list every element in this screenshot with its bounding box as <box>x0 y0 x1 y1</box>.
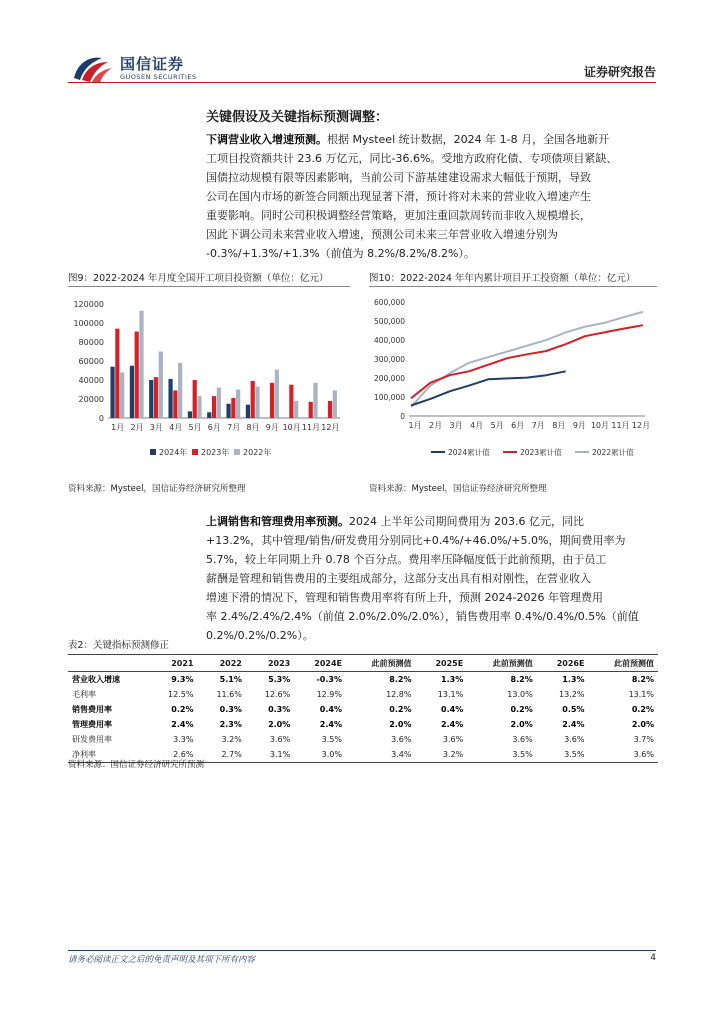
x-tick-label: 11月 <box>301 423 321 432</box>
x-tick-label: 12月 <box>321 423 340 432</box>
para2-line: 0.2%/0.2%/0.2%）。 <box>206 629 314 642</box>
page-number: 4 <box>650 953 656 963</box>
logo-en-text: GUOSEN SECURITIES <box>120 73 197 81</box>
x-tick-label: 3月 <box>449 421 463 430</box>
brand-logo <box>68 50 208 86</box>
bar <box>173 390 177 418</box>
table-cell: 9.3% <box>171 675 194 684</box>
table-cell: 3.2% <box>221 735 242 744</box>
para1-line: 国债拉动规模有限等因素影响，当前公司下游基建建设需求大幅低于预期，导致 <box>206 171 591 184</box>
table-cell: 0.4% <box>319 705 342 714</box>
para2-line: 增速下滑的情况下，管理和销售费用率将有所上升，预测 2024-2026 年管理费用 <box>206 591 603 604</box>
legend-label: 2024累计值 <box>448 448 490 457</box>
x-tick-label: 4月 <box>470 421 484 430</box>
y-tick-label: 60000 <box>78 357 104 366</box>
table-source: 资料来源：国信证券经济研究所预测 <box>68 760 205 770</box>
table-row <box>68 687 658 702</box>
para2-lead: 上调销售和管理费用率预测。 <box>206 515 349 528</box>
bar <box>193 380 197 418</box>
bar <box>333 390 337 418</box>
table-cell: 5.1% <box>219 675 242 684</box>
legend-label: 2023年 <box>201 448 230 457</box>
table-cell: 8.2% <box>389 675 412 684</box>
bar <box>115 329 119 418</box>
line-chart <box>369 292 657 468</box>
table-cell: 12.6% <box>264 690 291 699</box>
footer-disclaimer: 请务必阅读正文之后的免责声明及其项下所有内容 <box>68 955 256 965</box>
table-cell: 0.3% <box>268 705 291 714</box>
bar <box>168 379 172 418</box>
legend-swatch <box>192 449 198 455</box>
fig10-source: 资料来源：Mysteel，国信证券经济研究所整理 <box>369 484 547 494</box>
logo-mark-icon <box>68 52 116 84</box>
table-cell: 2.4% <box>171 720 194 729</box>
bar <box>197 396 201 418</box>
bar <box>231 398 235 418</box>
logo-cn-text: 国信证券 <box>120 55 185 73</box>
x-tick-label: 10月 <box>282 423 301 432</box>
x-tick-label: 4月 <box>169 423 183 432</box>
series-line <box>411 371 566 405</box>
x-tick-label: 1月 <box>111 423 125 432</box>
table-cell: 2.4% <box>562 720 585 729</box>
table-cell: 3.5% <box>564 750 585 759</box>
y-tick-label: 100,000 <box>373 393 405 402</box>
table-row <box>68 672 658 688</box>
table-cell: 13.1% <box>628 690 654 699</box>
table-header-cell: 2022 <box>219 658 242 668</box>
table-cell: 2.4% <box>319 720 342 729</box>
table-row <box>68 717 658 732</box>
y-tick-label: 300,000 <box>373 355 405 364</box>
para1-line: -0.3%/+1.3%/+1.3%（前值为 8.2%/8.2%/8.2%）。 <box>206 247 475 260</box>
para1-line: 工项目投资额共计 23.6 万亿元，同比-36.6%。受地方政府化债、专项债项目紧缺、 <box>206 152 618 165</box>
para2-line: 2024 上半年公司期间费用为 203.6 亿元，同比 <box>349 515 584 528</box>
table-cell: 0.2% <box>631 705 654 714</box>
table-cell: 1.3% <box>441 675 464 684</box>
x-tick-label: 12月 <box>631 421 651 430</box>
table-cell: 0.2% <box>171 705 194 714</box>
bar <box>110 367 114 418</box>
table-row-label: 管理费用率 <box>72 720 112 729</box>
table-cell: 13.1% <box>437 690 464 699</box>
table-cell: 3.6% <box>564 735 585 744</box>
legend-label: 2022年 <box>243 448 272 457</box>
bar <box>188 411 192 418</box>
para1-line: 根据 Mysteel 统计数据，2024 年 1-8 月，全国各地新开 <box>327 133 610 146</box>
x-tick-label: 8月 <box>552 421 566 430</box>
table-row-label: 营业收入增速 <box>72 675 120 684</box>
bar-chart <box>68 292 350 468</box>
table-cell: 12.5% <box>168 690 194 699</box>
x-tick-label: 10月 <box>590 421 610 430</box>
table-row <box>68 732 658 747</box>
bar <box>120 372 124 418</box>
y-tick-label: 0 <box>98 414 104 423</box>
table-cell: 3.7% <box>633 735 654 744</box>
table-cell: 3.5% <box>512 750 533 759</box>
table-row-label: 销售费用率 <box>72 705 112 714</box>
x-tick-label: 1月 <box>408 421 422 430</box>
table-cell: 2.0% <box>631 720 654 729</box>
y-tick-label: 20000 <box>78 395 104 404</box>
bar <box>212 396 216 418</box>
para2-line: 5.7%，较上年同期上升 0.78 个百分点。费用率压降幅度低于此前预期，由于员工 <box>206 553 607 566</box>
table-header-cell: 此前预测值 <box>492 658 533 668</box>
y-tick-label: 500,000 <box>373 317 405 326</box>
table-cell: 12.9% <box>316 690 342 699</box>
table-header-cell: 2026E <box>556 658 585 668</box>
table-cell: 8.2% <box>631 675 654 684</box>
bar <box>255 387 259 418</box>
table-cell: 2.4% <box>441 720 464 729</box>
bar <box>313 383 317 418</box>
table-header-cell: 2025E <box>435 658 464 668</box>
bar <box>246 405 250 418</box>
table-cell: 3.6% <box>512 735 533 744</box>
x-tick-label: 5月 <box>490 421 504 430</box>
series-line <box>411 325 643 398</box>
fig9-caption: 图9：2022-2024 年月度全国开工项目投资额（单位：亿元） <box>68 273 329 284</box>
x-tick-label: 6月 <box>511 421 525 430</box>
table-cell: 3.0% <box>321 750 342 759</box>
key-metrics-table <box>68 654 658 763</box>
table-cell: 2.6% <box>173 750 194 759</box>
bar <box>236 390 240 419</box>
table-cell: 3.4% <box>391 750 412 759</box>
bar <box>226 404 230 418</box>
legend-label: 2023累计值 <box>520 448 562 457</box>
table-row-label: 研发费用率 <box>72 735 112 744</box>
table-cell: 0.4% <box>441 705 464 714</box>
bar <box>159 352 163 419</box>
bar <box>294 401 298 418</box>
para1-line: 公司在国内市场的新签合同额出现显著下滑，预计将对未来的营业收入增速产生 <box>206 190 591 203</box>
header-divider <box>68 82 656 83</box>
table-cell: 2.3% <box>219 720 242 729</box>
table-header-cell: 此前预测值 <box>371 658 412 668</box>
fig9-caption-rule <box>68 286 350 287</box>
table-header-cell: 2024E <box>314 658 342 668</box>
table-cell: 0.5% <box>562 705 585 714</box>
fig9-source: 资料来源：Mysteel，国信证券经济研究所整理 <box>68 484 246 494</box>
para1-line: 因此下调公司未来营业收入增速，预测公司未来三年营业收入增速分别为 <box>206 228 558 241</box>
y-tick-label: 100000 <box>73 319 104 328</box>
bar <box>251 381 255 418</box>
bar <box>207 412 211 418</box>
x-tick-label: 5月 <box>188 423 202 432</box>
paragraph-revenue <box>206 130 658 263</box>
table-row-label: 净利率 <box>72 750 96 759</box>
report-type: 证券研究报告 <box>583 65 656 79</box>
y-tick-label: 400,000 <box>373 336 405 345</box>
table-cell: 3.2% <box>442 750 464 759</box>
x-tick-label: 2月 <box>130 423 144 432</box>
legend-label: 2022累计值 <box>592 448 634 457</box>
table-cell: 3.1% <box>269 750 291 759</box>
table-cell: 2.7% <box>221 750 242 759</box>
y-tick-label: 80000 <box>78 338 104 347</box>
x-tick-label: 9月 <box>572 421 586 430</box>
x-tick-label: 2月 <box>428 421 443 430</box>
bar <box>130 366 134 418</box>
legend-label: 2024年 <box>159 448 188 457</box>
y-tick-label: 0 <box>400 412 405 421</box>
bar <box>289 385 293 418</box>
x-tick-label: 8月 <box>246 423 260 432</box>
table-cell: 0.3% <box>219 705 242 714</box>
footer-divider <box>68 950 656 951</box>
para1-line: 重要影响。同时公司积极调整经营策略，更加注重回款周转而非收入规模增长， <box>206 209 591 222</box>
table-cell: 3.6% <box>391 735 412 744</box>
table-cell: 3.6% <box>633 750 654 759</box>
y-tick-label: 600,000 <box>373 298 405 307</box>
x-tick-label: 11月 <box>611 421 630 430</box>
table-cell: 3.3% <box>173 735 194 744</box>
legend-swatch <box>150 449 156 455</box>
x-tick-label: 7月 <box>531 421 545 430</box>
x-tick-label: 9月 <box>265 423 279 432</box>
fig10-caption-rule <box>369 286 657 287</box>
x-tick-label: 3月 <box>149 423 163 432</box>
bar <box>328 401 332 418</box>
table-cell: 3.6% <box>442 735 464 744</box>
bar <box>275 370 279 418</box>
table-cell: 12.8% <box>386 690 412 699</box>
table-header-cell: 2021 <box>171 658 194 668</box>
table-cell: 1.3% <box>562 675 585 684</box>
table-cell: -0.3% <box>316 675 342 684</box>
table-cell: 3.5% <box>321 735 342 744</box>
bar <box>149 380 153 418</box>
table-caption: 表2：关键指标预测修正 <box>68 640 170 651</box>
section-title: 关键假设及关键指标预测调整： <box>206 110 389 125</box>
para2-line: 率 2.4%/2.4%/2.4%（前值 2.0%/2.0%/2.0%），销售费用率 0.4%/0.4%/0.5%（前值 <box>206 610 639 623</box>
table-cell: 13.0% <box>507 690 533 699</box>
paragraph-expenses <box>206 512 658 645</box>
y-tick-label: 120000 <box>73 300 104 309</box>
table-cell: 8.2% <box>510 675 533 684</box>
y-tick-label: 200,000 <box>373 374 405 383</box>
table-cell: 2.0% <box>389 720 412 729</box>
y-tick-label: 40000 <box>78 376 104 385</box>
bar <box>178 363 182 418</box>
x-tick-label: 6月 <box>207 423 221 432</box>
bar <box>217 388 221 418</box>
bar <box>270 383 274 418</box>
fig10-caption: 图10：2022-2024 年年内累计项目开工投资额（单位：亿元） <box>369 273 636 284</box>
table-row-label: 毛利率 <box>72 690 96 699</box>
table-cell: 3.6% <box>269 735 291 744</box>
bar <box>154 377 158 418</box>
bar <box>139 311 143 418</box>
table-header-cell: 此前预测值 <box>614 658 654 668</box>
table-header-row <box>68 655 658 672</box>
para2-line: 薪酬是管理和销售费用的主要组成部分，这部分支出具有相对刚性，在营业收入 <box>206 572 591 585</box>
table-header-blank <box>68 655 149 672</box>
para2-line: +13.2%，其中管理/销售/研发费用分别同比+0.4%/+46.0%/+5.0%，期间费用率为 <box>206 534 626 547</box>
para1-lead: 下调营业收入增速预测。 <box>206 133 327 146</box>
x-tick-label: 7月 <box>227 423 241 432</box>
table-cell: 5.3% <box>268 675 291 684</box>
table-cell: 13.2% <box>559 690 585 699</box>
table-row <box>68 702 658 717</box>
table-header-cell: 2023 <box>267 658 291 668</box>
table-cell: 0.2% <box>510 705 533 714</box>
table-cell: 2.0% <box>268 720 291 729</box>
bar <box>135 332 139 418</box>
legend-swatch <box>234 449 240 455</box>
table-cell: 0.2% <box>389 705 412 714</box>
bar <box>309 402 313 418</box>
table-cell: 2.0% <box>510 720 533 729</box>
table-cell: 11.6% <box>216 690 242 699</box>
